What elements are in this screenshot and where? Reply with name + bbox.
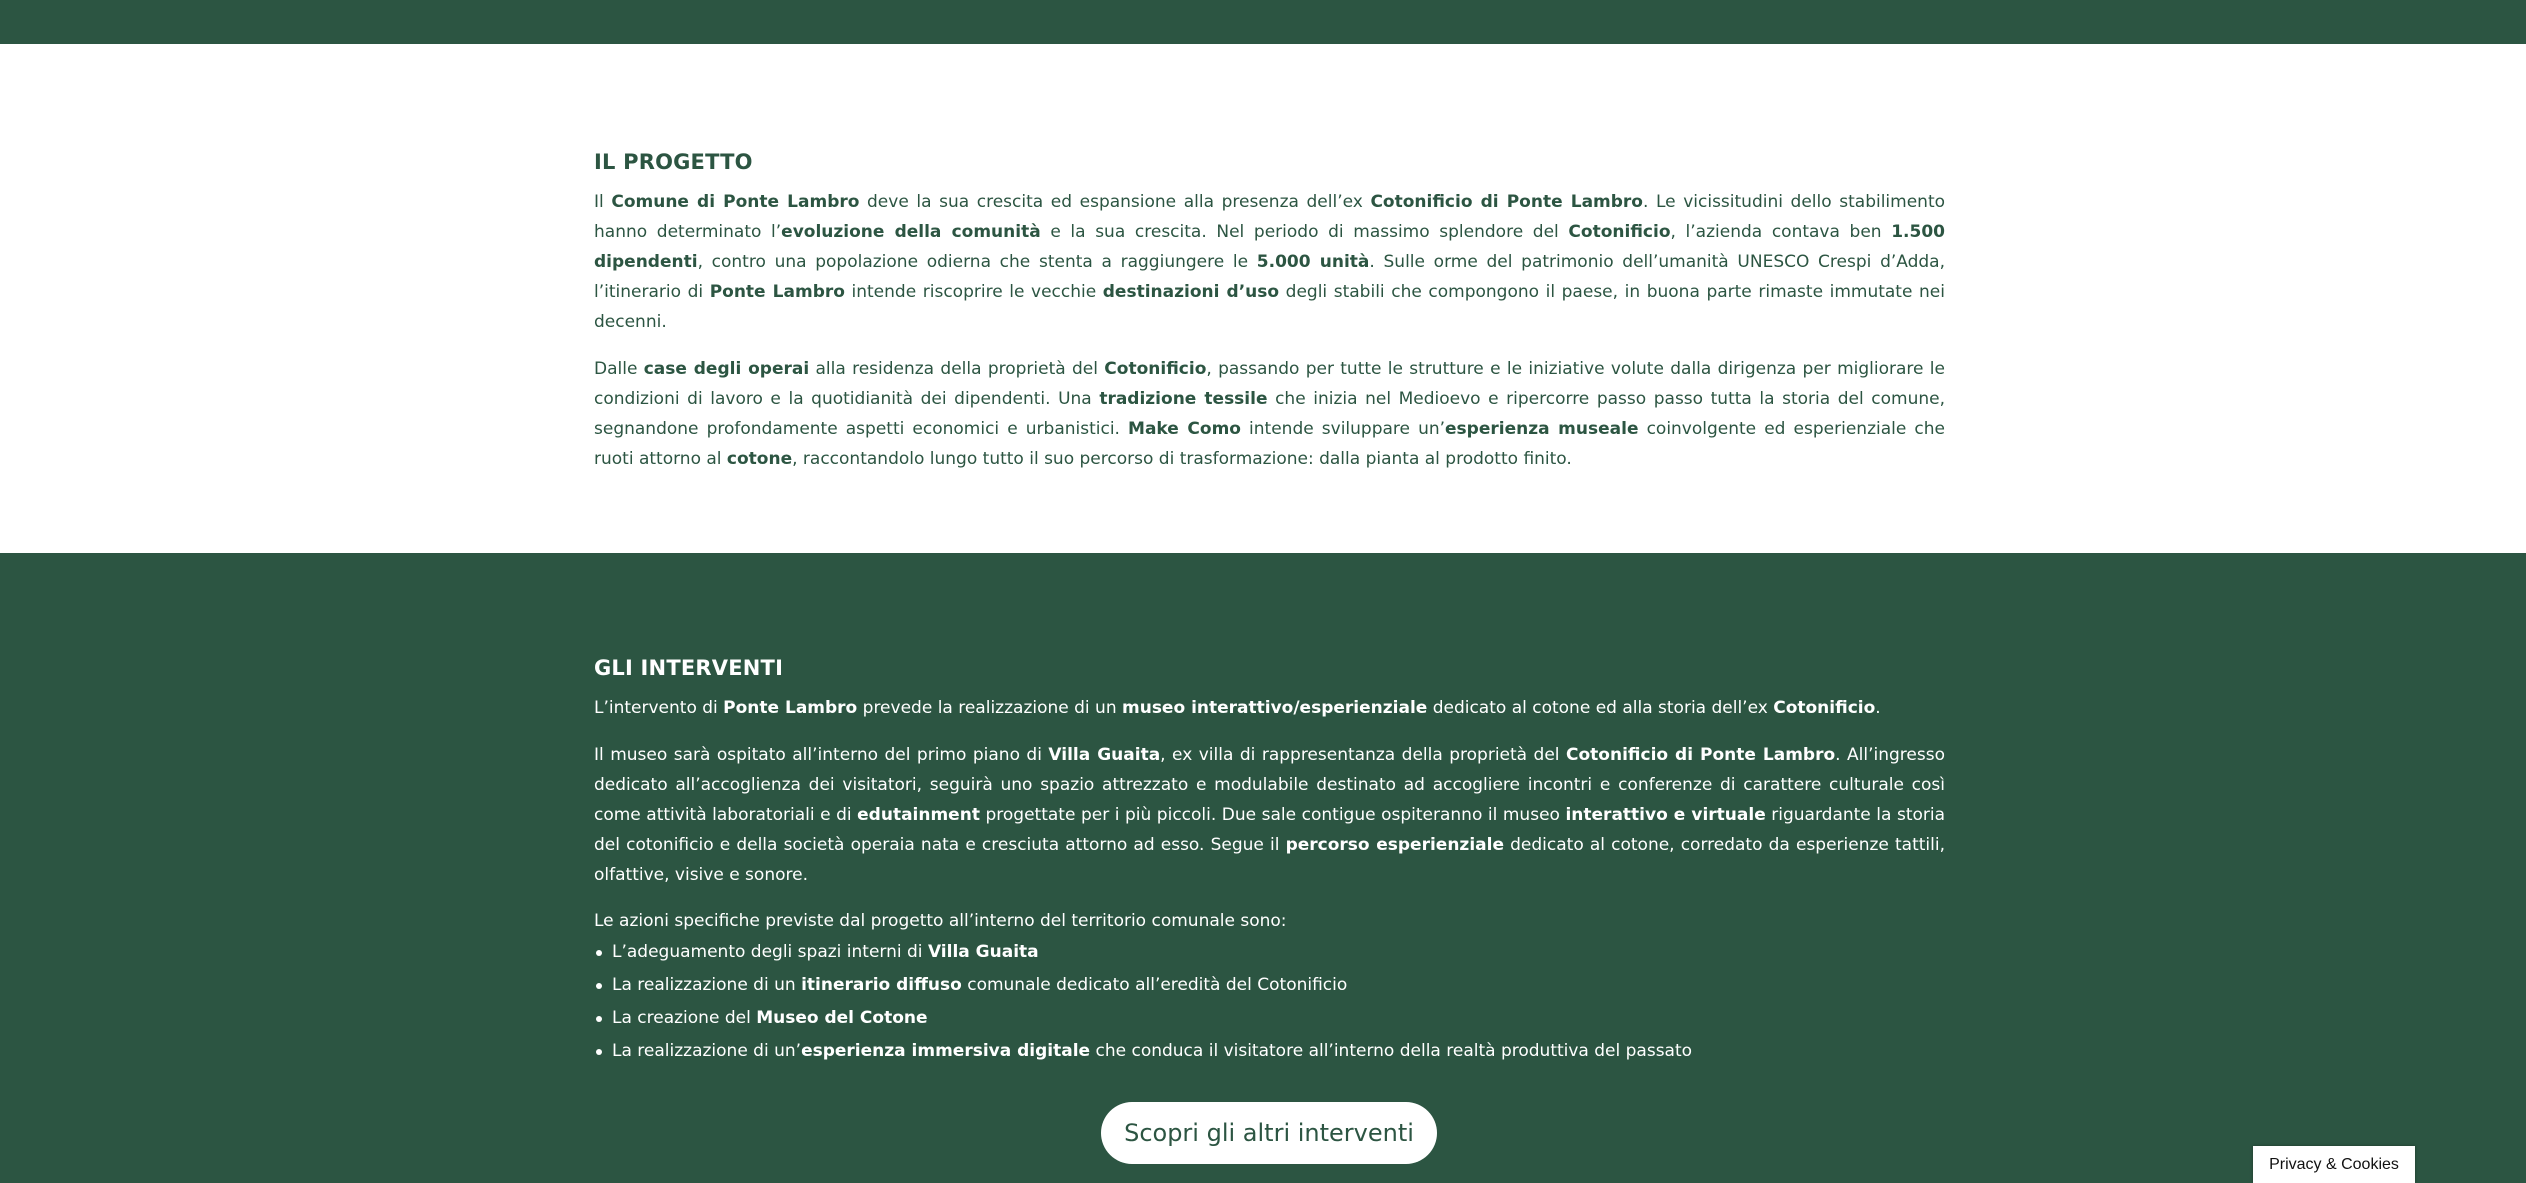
emphasis-text: Ponte Lambro <box>709 282 845 302</box>
emphasis-text: Villa Guaita <box>927 942 1039 962</box>
section-il-progetto <box>0 44 2526 553</box>
emphasis-text: Villa Guaita <box>1048 745 1161 765</box>
emphasis-text: interattivo e virtuale <box>1565 805 1766 825</box>
progetto-heading: IL PROGETTO <box>594 150 753 174</box>
privacy-cookies-button[interactable]: Privacy & Cookies <box>2253 1146 2415 1183</box>
emphasis-text: Cotonificio <box>1568 222 1671 242</box>
emphasis-text: Make Como <box>1128 419 1241 439</box>
list-item: L’adeguamento degli spazi interni di Villa Guaita <box>612 936 1945 969</box>
progetto-paragraph-1: Il Comune di Ponte Lambro deve la sua crescita ed espansione alla presenza dell’ex Cotonificio di Ponte Lambro. Le vicissitudini dello stabilimento hanno determinato l’evoluzione della comunità e la sua crescita. Nel periodo di massimo splendore del Cotonificio, l’azienda contava ben 1.500 dipendenti, contro una popolazione odierna che stenta a raggiungere le 5.000 unità. Sulle orme del patrimonio dell’umanità UNESCO Crespi d’Adda, l’itinerario di Ponte Lambro intende riscoprire le vecchie destinazioni d’uso degli stabili che compongono il paese, in buona parte rimaste immutate nei decenni. <box>594 192 1946 332</box>
progetto-paragraph-2: Dalle case degli operai alla residenza della proprietà del Cotonificio, passando per tutte le strutture e le iniziative volute dalla dirigenza per migliorare le condizioni di lavoro e la quotidianità dei dipendenti. Una tradizione tessile che inizia nel Medioevo e ripercorre passo passo tutta la storia del comune, segnandone profondamente aspetti economici e urbanistici. Make Como intende sviluppare un’esperienza museale coinvolgente ed esperienziale che ruoti attorno al cotone, raccontandolo lungo tutto il suo percorso di trasformazione: dalla pianta al prodotto finito. <box>594 359 1946 469</box>
top-header-bar <box>0 0 2526 44</box>
emphasis-text: case degli operai <box>643 359 810 379</box>
emphasis-text: destinazioni d’uso <box>1102 282 1280 302</box>
emphasis-text: Museo del Cotone <box>756 1008 928 1028</box>
emphasis-text: Cotonificio di Ponte Lambro <box>1566 745 1836 765</box>
list-item: La realizzazione di un’esperienza immersiva digitale che conduca il visitatore all’interno della realtà produttiva del passato <box>612 1035 1945 1068</box>
emphasis-text: edutainment <box>857 805 980 825</box>
emphasis-text: Ponte Lambro <box>723 698 858 718</box>
interventi-actions-intro: Le azioni specifiche previste dal progetto all’interno del territorio comunale sono: <box>594 911 1287 931</box>
list-item: La creazione del Museo del Cotone <box>612 1002 1945 1035</box>
emphasis-text: evoluzione della comunità <box>781 222 1041 242</box>
interventi-content <box>594 656 1945 1068</box>
emphasis-text: cotone <box>726 449 793 469</box>
emphasis-text: Cotonificio <box>1104 359 1207 379</box>
emphasis-text: tradizione tessile <box>1099 389 1268 409</box>
emphasis-text: 1.500 dipendenti <box>594 222 1945 272</box>
emphasis-text: museo interattivo/esperienziale <box>1122 698 1428 718</box>
progetto-content <box>594 150 1945 474</box>
emphasis-text: percorso esperienziale <box>1285 835 1504 855</box>
emphasis-text: esperienza museale <box>1445 419 1639 439</box>
interventi-actions-list <box>594 936 1945 1068</box>
emphasis-text: itinerario diffuso <box>801 975 962 995</box>
interventi-heading: GLI INTERVENTI <box>594 656 784 680</box>
emphasis-text: Cotonificio <box>1773 698 1876 718</box>
section-gli-interventi <box>0 553 2526 1183</box>
interventi-paragraph-1: L’intervento di Ponte Lambro prevede la realizzazione di un museo interattivo/esperienziale dedicato al cotone ed alla storia dell’ex Cotonificio. <box>594 698 1881 718</box>
scopri-altri-interventi-button[interactable]: Scopri gli altri interventi <box>1101 1102 1437 1164</box>
list-item: La realizzazione di un itinerario diffuso comunale dedicato all’eredità del Cotonificio <box>612 969 1945 1002</box>
interventi-paragraph-2: Il museo sarà ospitato all’interno del primo piano di Villa Guaita, ex villa di rappresentanza della proprietà del Cotonificio di Ponte Lambro. All’ingresso dedicato all’accoglienza dei visitatori, seguirà uno spazio attrezzato e modulabile destinato ad accogliere incontri e conferenze di carattere culturale così come attività laboratoriali e di edutainment progettate per i più piccoli. Due sale contigue ospiteranno il museo interattivo e virtuale riguardante la storia del cotonificio e della società operaia nata e cresciuta attorno ad esso. Segue il percorso esperienziale dedicato al cotone, corredato da esperienze tattili, olfattive, visive e sonore. <box>594 745 1946 885</box>
emphasis-text: Comune di Ponte Lambro <box>611 192 860 212</box>
emphasis-text: esperienza immersiva digitale <box>801 1041 1091 1061</box>
emphasis-text: 5.000 unità <box>1256 252 1370 272</box>
emphasis-text: Cotonificio di Ponte Lambro <box>1370 192 1643 212</box>
